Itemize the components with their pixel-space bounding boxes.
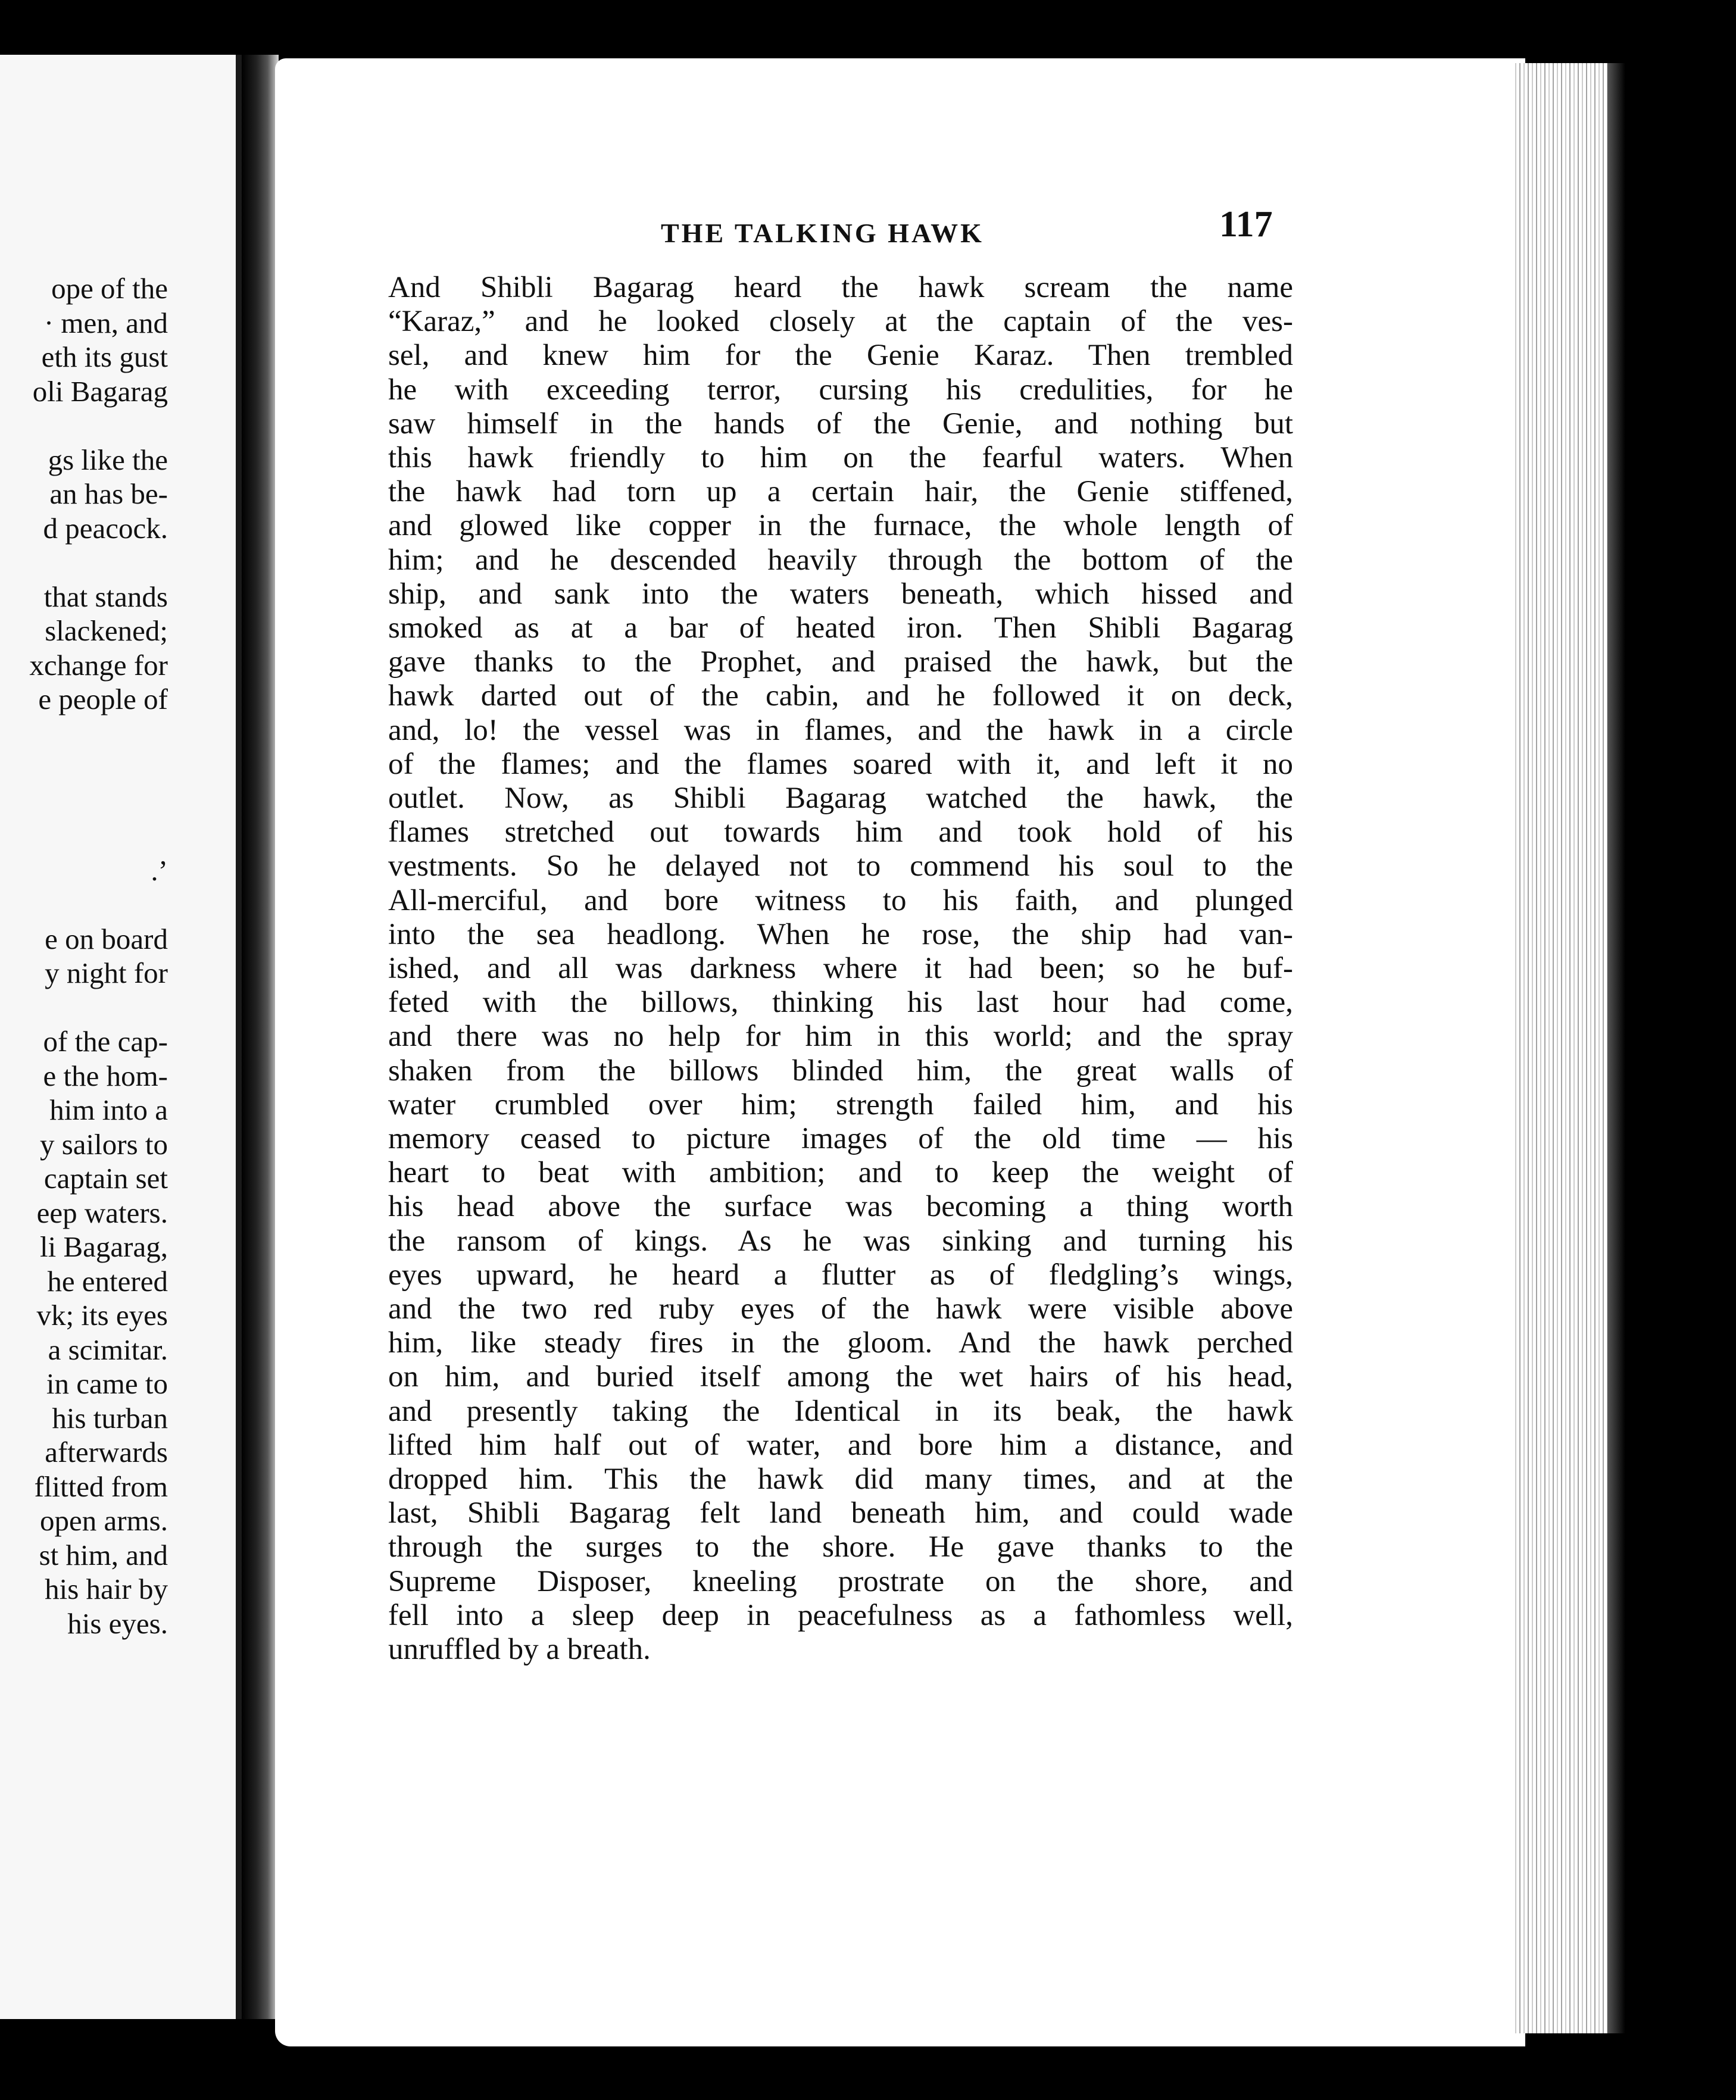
text-line: Supreme Disposer, kneeling prostrate on the shore, and <box>388 1564 1293 1598</box>
text-line: through the surges to the shore. He gave thanks to the <box>388 1530 1293 1564</box>
text-line: feted with the billows, thinking his last hour had come, <box>388 986 1293 1020</box>
text-line: this hawk friendly to him on the fearful waters. When <box>388 441 1293 474</box>
left-text-line: · men, and <box>43 306 168 339</box>
left-text-line: li Bagarag, <box>40 1230 168 1263</box>
text-line: and glowed like copper in the furnace, the whole length of <box>388 509 1293 543</box>
left-text-line: captain set <box>43 1162 168 1195</box>
left-text-line: eep waters. <box>36 1196 168 1229</box>
left-text-line: a scimitar. <box>48 1333 168 1366</box>
book-gutter <box>242 55 279 2019</box>
left-text-line: that stands <box>43 580 168 613</box>
text-line: ished, and all was darkness where it had been; so he buf- <box>388 952 1293 985</box>
text-line: ship, and sank into the waters beneath, which hissed and <box>388 577 1293 611</box>
text-line: dropped him. This the hawk did many times, and at the <box>388 1462 1293 1496</box>
text-line: fell into a sleep deep in peacefulness as a fathomless well, <box>388 1598 1293 1632</box>
left-text-line: d peacock. <box>43 511 168 545</box>
text-line: and the two red ruby eyes of the hawk were visible above <box>388 1292 1293 1326</box>
left-text-line: y night for <box>45 957 168 989</box>
page-edge-shadow <box>1607 63 1625 2033</box>
left-text-line: gs like the <box>48 443 168 476</box>
left-text-line: e on board <box>45 922 168 955</box>
text-line: heart to beat with ambition; and to keep the weight of <box>388 1156 1293 1190</box>
left-text-line: in came to <box>46 1367 168 1400</box>
text-line: All-merciful, and bore witness to his faith, and plunged <box>388 883 1293 917</box>
page-number: 117 <box>1219 204 1273 245</box>
left-text-line: open arms. <box>40 1504 168 1537</box>
text-line: smoked as at a bar of heated iron. Then Shibli Bagarag <box>388 611 1293 645</box>
left-text-line: his hair by <box>45 1573 168 1605</box>
left-text-line: e the hom- <box>43 1059 168 1092</box>
text-line: him; and he descended heavily through the bottom of the <box>388 543 1293 577</box>
left-text-line: e people of <box>38 683 168 715</box>
text-line: lifted him half out of water, and bore him a distance, and <box>388 1428 1293 1462</box>
text-line: unruffled by a breath. <box>388 1633 651 1666</box>
left-text-line: him into a <box>49 1093 168 1126</box>
left-text-line: he entered <box>47 1264 168 1298</box>
text-line: water crumbled over him; strength failed him, and his <box>388 1088 1293 1121</box>
text-line: “Karaz,” and he looked closely at the captain of the ves- <box>388 305 1293 339</box>
text-line: and, lo! the vessel was in flames, and the hawk in a circle <box>388 713 1293 747</box>
text-line: he with exceeding terror, cursing his credulities, for he <box>388 373 1293 407</box>
left-page <box>0 55 242 2019</box>
left-text-line: vk; its eyes <box>36 1299 168 1332</box>
left-text-line: slackened; <box>45 614 168 647</box>
text-line: on him, and buried itself among the wet hairs of his head, <box>388 1360 1293 1394</box>
text-line: the hawk had torn up a certain hair, the Genie stiffened, <box>388 475 1293 509</box>
text-line: outlet. Now, as Shibli Bagarag watched the hawk, the <box>388 782 1293 815</box>
left-text-line: oli Bagarag <box>32 374 168 408</box>
left-text-line: ope of the <box>51 272 168 305</box>
left-text-line: .’ <box>151 854 168 887</box>
page-fore-edge <box>1512 63 1617 2033</box>
text-line: and there was no help for him in this world; and the spray <box>388 1020 1293 1054</box>
text-line: And Shibli Bagarag heard the hawk scream the name <box>388 271 1293 304</box>
text-line: eyes upward, he heard a flutter as of fledgling’s wings, <box>388 1258 1293 1292</box>
left-text-line: of the cap- <box>43 1025 168 1058</box>
text-line: hawk darted out of the cabin, and he followed it on deck, <box>388 679 1293 713</box>
left-text-line: st him, and <box>39 1538 168 1571</box>
text-line: sel, and knew him for the Genie Karaz. Then trembled <box>388 339 1293 373</box>
left-text-line: his eyes. <box>67 1607 168 1640</box>
left-text-line: an has be- <box>49 477 168 510</box>
text-line: last, Shibli Bagarag felt land beneath him, and could wade <box>388 1496 1293 1530</box>
left-text-line: his turban <box>52 1401 168 1435</box>
left-text-line: afterwards <box>45 1436 168 1468</box>
text-line: shaken from the billows blinded him, the great walls of <box>388 1054 1293 1088</box>
text-line: gave thanks to the Prophet, and praised the hawk, but the <box>388 645 1293 679</box>
text-line: memory ceased to picture images of the old time — his <box>388 1122 1293 1155</box>
left-text-line: eth its gust <box>41 340 168 373</box>
text-line: into the sea headlong. When he rose, the ship had van- <box>388 917 1293 951</box>
running-head: THE TALKING HAWK <box>661 218 984 248</box>
text-line: of the flames; and the flames soared with it, and left it no <box>388 747 1293 781</box>
text-line: vestments. So he delayed not to commend his soul to the <box>388 849 1293 883</box>
text-line: the ransom of kings. As he was sinking and turning his <box>388 1224 1293 1258</box>
text-line: his head above the surface was becoming a thing worth <box>388 1190 1293 1224</box>
text-line: him, like steady fires in the gloom. And the hawk perched <box>388 1326 1293 1360</box>
left-text-line: xchange for <box>29 648 168 682</box>
text-line: saw himself in the hands of the Genie, and nothing but <box>388 407 1293 440</box>
ink-speck <box>1130 50 1136 57</box>
text-line: flames stretched out towards him and took hold of his <box>388 815 1293 849</box>
left-text-line: y sailors to <box>39 1127 168 1161</box>
text-line: and presently taking the Identical in its beak, the hawk <box>388 1394 1293 1428</box>
left-text-line: flitted from <box>34 1470 168 1503</box>
